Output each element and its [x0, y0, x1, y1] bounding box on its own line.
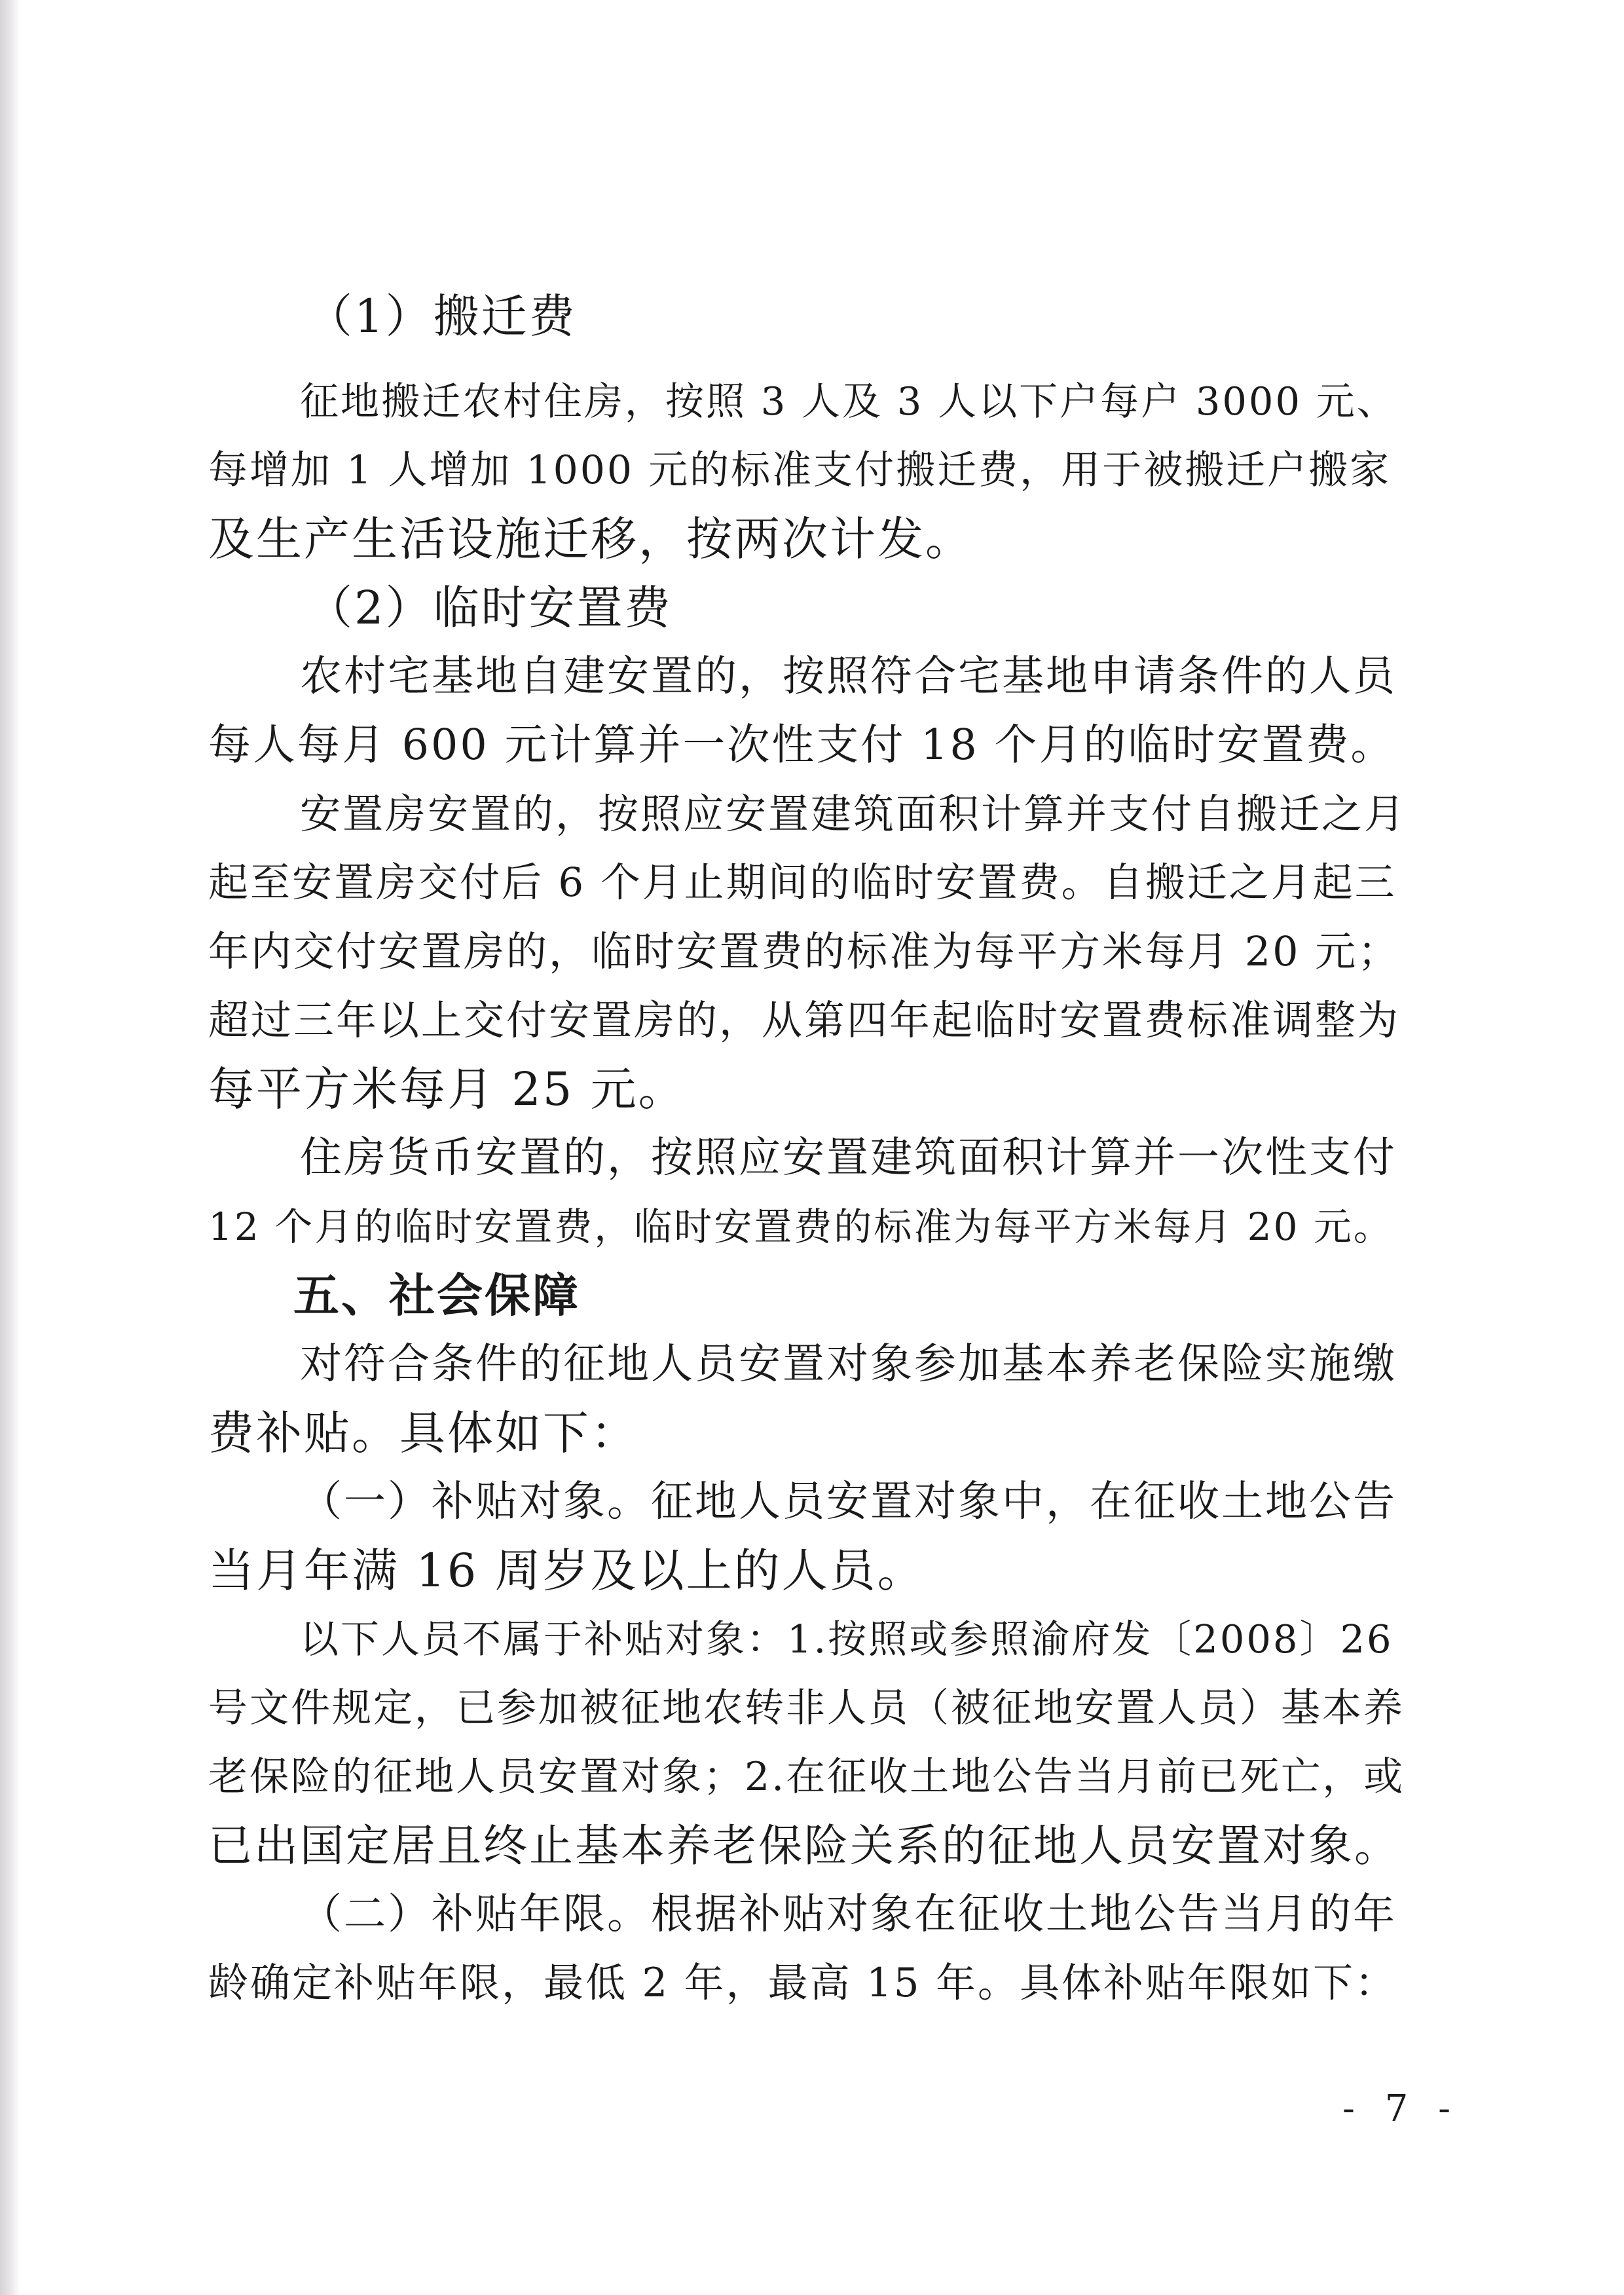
paragraph-line: 起至安置房交付后 6 个月止期间的临时安置费。自搬迁之月起三 — [208, 859, 1397, 906]
paragraph-line: 12 个月的临时安置费，临时安置费的标准为每平方米每月 20 元。 — [208, 1204, 1393, 1249]
paragraph-line: 征地搬迁农村住房，按照 3 人及 3 人以下户每户 3000 元、 — [300, 379, 1397, 424]
page-number: - 7 - — [1342, 2087, 1460, 2130]
paragraph-line: 老保险的征地人员安置对象；2.在征收土地公告当月前已死亡，或 — [208, 1754, 1405, 1800]
paragraph-line: 每人每月 600 元计算并一次性支付 18 个月的临时安置费。 — [208, 720, 1395, 770]
subheading-temporary-fee: （2）临时安置费 — [306, 581, 673, 635]
paragraph-line: 及生产生活设施迁移，按两次计发。 — [208, 512, 973, 566]
paragraph-line: 安置房安置的，按照应安置建筑面积计算并支付自搬迁之月 — [300, 790, 1407, 838]
paragraph-line: 当月年满 16 周岁及以上的人员。 — [208, 1544, 925, 1597]
paragraph-line: （二）补贴年限。根据补贴对象在征收土地公告当月的年 — [300, 1890, 1397, 1939]
paragraph-line: （一）补贴对象。征地人员安置对象中，在征收土地公告 — [300, 1478, 1397, 1526]
paragraph-line: 每平方米每月 25 元。 — [208, 1062, 686, 1116]
paragraph-line: 对符合条件的征地人员安置对象参加基本养老保险实施缴 — [300, 1340, 1397, 1389]
paragraph-line: 住房货币安置的，按照应安置建筑面积计算并一次性支付 — [300, 1134, 1397, 1182]
paragraph-line: 费补贴。具体如下： — [208, 1406, 638, 1460]
paragraph-line: 以下人员不属于补贴对象：1.按照或参照渝府发〔2008〕26 — [300, 1616, 1393, 1662]
paragraph-line: 龄确定补贴年限，最低 2 年，最高 15 年。具体补贴年限如下： — [208, 1960, 1397, 2006]
paragraph-line: 农村宅基地自建安置的，按照符合宅基地申请条件的人员 — [300, 652, 1397, 701]
section-heading-social-security: 五、社会保障 — [293, 1269, 580, 1322]
paragraph-line: 号文件规定，已参加被征地农转非人员（被征地安置人员）基本养 — [208, 1685, 1405, 1731]
paragraph-line: 年内交付安置房的，临时安置费的标准为每平方米每月 20 元； — [208, 927, 1401, 975]
paragraph-line: 已出国定居且终止基本养老保险关系的征地人员安置对象。 — [208, 1820, 1400, 1871]
subheading-relocation-fee: （1）搬迁费 — [306, 289, 577, 343]
paragraph-line: 每增加 1 人增加 1000 元的标准支付搬迁费，用于被搬迁户搬家 — [208, 447, 1392, 493]
paragraph-line: 超过三年以上交付安置房的，从第四年起临时安置费标准调整为 — [208, 996, 1401, 1044]
